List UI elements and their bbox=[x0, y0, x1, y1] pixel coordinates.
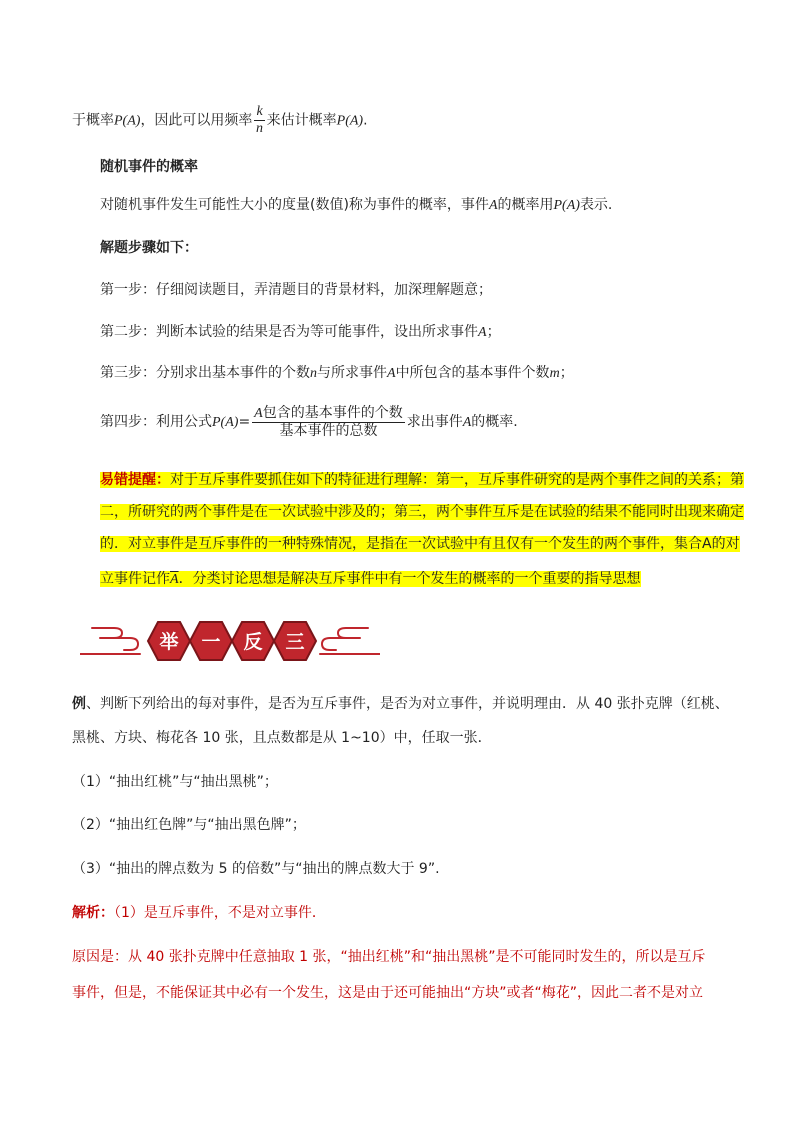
warning-line-3: 的．对立事件是互斥事件的一种特殊情况，是指在一次试验中有且仅有一个发生的两个事件，集合A的对 bbox=[100, 536, 740, 552]
reason-line-1: 原因是：从 40 张扑克牌中任意抽取 1 张，“抽出红桃”和“抽出黑桃”是不可能同时发生的，所以是互斥 bbox=[72, 949, 706, 965]
frac-numerator: k bbox=[256, 104, 263, 119]
example-line-1: 例、判断下列给出的每对事件，是否为互斥事件，是否为对立事件，并说明理由．从 40 张扑克牌（红桃、 bbox=[72, 696, 729, 712]
warning-line-2: 二，所研究的两个事件是在一次试验中涉及的；第三，两个事件互斥是在试验的结果不能同时出现来确定 bbox=[100, 504, 744, 520]
step-1: 第一步：仔细阅读题目，弄清题目的背景材料，加深理解题意； bbox=[100, 282, 492, 298]
formula-denominator: 基本事件的总数 bbox=[279, 423, 378, 439]
frac-denominator: n bbox=[256, 121, 264, 136]
reason-line-2: 事件，但是，不能保证其中必有一个发生，这是由于还可能抽出“方块”或者“梅花”，因此二者不是对立 bbox=[72, 985, 704, 1001]
example-line-2: 黑桃、方块、梅花各 10 张，且点数都是从 1~10）中，任取一张． bbox=[72, 730, 492, 746]
banner-char-2: 一 bbox=[201, 631, 221, 653]
example-label: 例 bbox=[72, 696, 86, 712]
frequency-fraction bbox=[254, 104, 264, 137]
solution-label: 解析： bbox=[72, 905, 114, 921]
intro-pa2: P(A) bbox=[336, 113, 364, 129]
formula-numerator: A包含的基本事件的个数 bbox=[254, 405, 403, 421]
formula-fraction bbox=[252, 405, 405, 439]
banner-char-4: 三 bbox=[285, 631, 305, 653]
def-heading: 随机事件的概率 bbox=[100, 159, 198, 175]
banner-char-3: 反 bbox=[243, 631, 263, 653]
banner-char-1: 举 bbox=[159, 631, 179, 653]
var-a: A bbox=[488, 198, 498, 213]
warning-line-4: 立事件记作$\overline{A}$．分类讨论思想是解决互斥事件中有一个发生的概率的一个重要的指导思想 bbox=[100, 571, 641, 587]
banner-graphic bbox=[80, 618, 380, 664]
intro-mid2: 来估计概率 bbox=[266, 112, 337, 129]
right-cloud-ornament bbox=[320, 628, 380, 654]
section-banner bbox=[80, 618, 380, 668]
steps-heading: 解题步骤如下： bbox=[100, 240, 198, 256]
step-3: 第三步：分别求出基本事件的个数n与所求事件A中所包含的基本事件个数m； bbox=[100, 365, 574, 381]
step-2: 第二步：判断本试验的结果是否为等可能事件，设出所求事件A； bbox=[100, 324, 501, 340]
step-4: 第四步：利用公式P(A)= $\frac{\text{A包含的基本事件的个数}}{\text{基本事件的总数}}$ 求出事件A的概率. bbox=[100, 405, 518, 439]
intro-prefix: 于概率 bbox=[72, 112, 114, 129]
complement-a: $\overline{A}$ bbox=[170, 572, 179, 587]
hexagon-row bbox=[148, 622, 316, 660]
intro-mid: ，因此可以用频率 bbox=[140, 112, 253, 129]
intro-pa1: P(A) bbox=[114, 113, 141, 129]
intro-line bbox=[72, 104, 368, 137]
solution-line-1: 解析：（1）是互斥事件，不是对立事件． bbox=[72, 905, 326, 921]
def-text: 对随机事件发生可能性大小的度量(数值)称为事件的概率，事件A的概率用P(A)表示. bbox=[100, 197, 613, 213]
question-1: （1）“抽出红桃”与“抽出黑桃”； bbox=[72, 774, 278, 790]
def-pa: P(A) bbox=[553, 198, 580, 213]
intro-end: . bbox=[363, 112, 368, 129]
question-2: （2）“抽出红色牌”与“抽出黑色牌”； bbox=[72, 817, 306, 833]
warning-label: 易错提醒： bbox=[100, 472, 170, 488]
warning-line-1: 易错提醒：对于互斥事件要抓住如下的特征进行理解：第一，互斥事件研究的是两个事件之间的关系；第 bbox=[100, 472, 744, 488]
question-3: （3）“抽出的牌点数为 5 的倍数”与“抽出的牌点数大于 9”. bbox=[72, 861, 440, 877]
left-cloud-ornament bbox=[80, 628, 140, 654]
